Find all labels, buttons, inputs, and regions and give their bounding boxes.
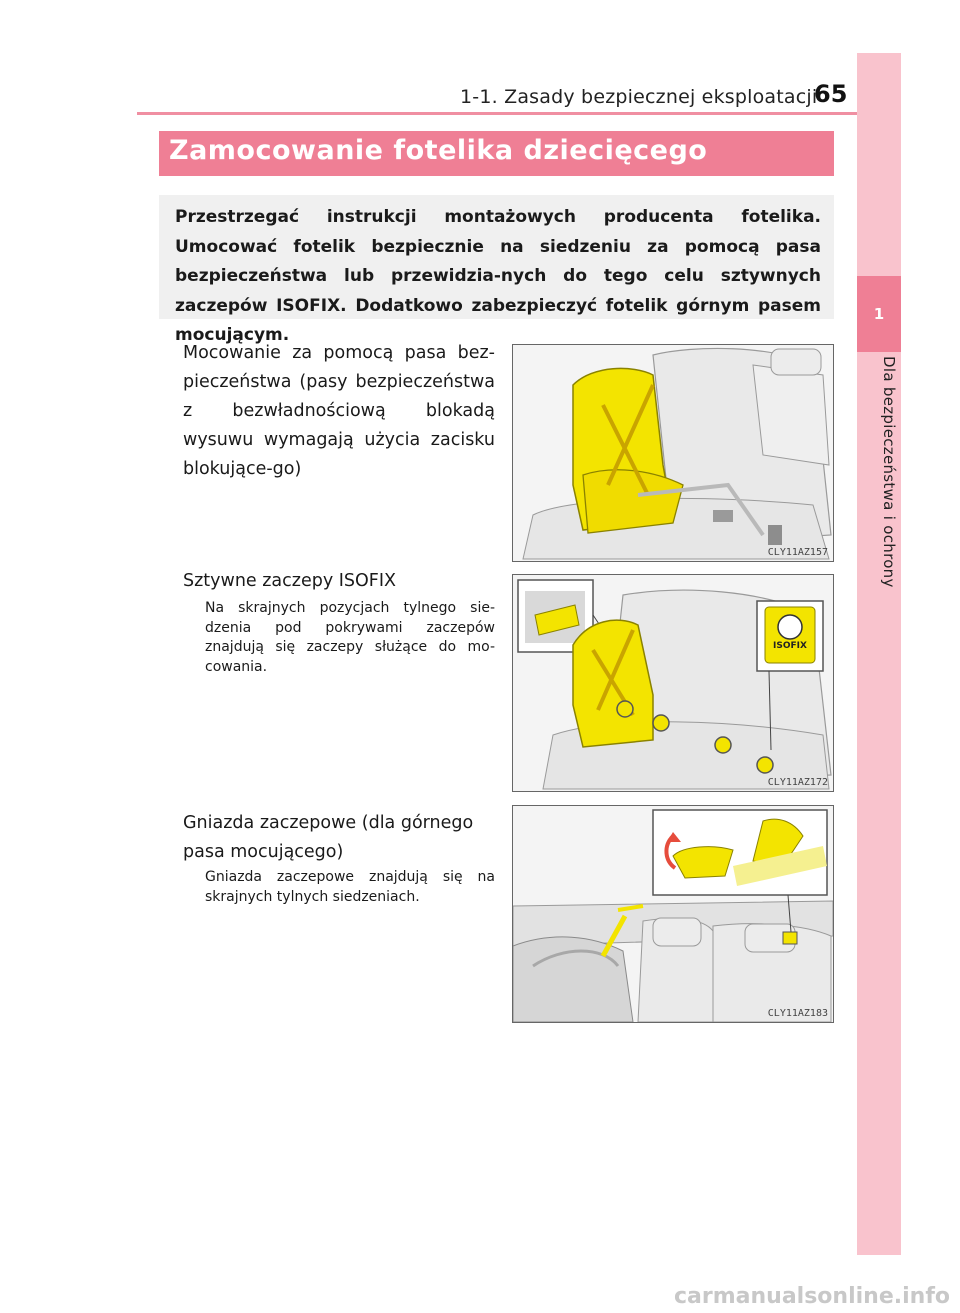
item-top-tether-title: Gniazda zaczepowe (dla górnego pasa mocującego) [183,813,474,862]
item-top-tether-description: Gniazda zaczepowe znajdują się na skrajnych tylnych siedzeniach. [205,869,495,905]
figure-code: CLY11AZ183 [767,1008,828,1019]
section-title: Zamocowanie fotelika dziecięcego [169,135,708,166]
figure-top-tether-anchors [512,805,834,1023]
page-number: 65 [814,80,848,108]
figure-seatbelt-mounting [512,344,834,562]
seatbelt-mounting-illustration [513,345,833,561]
item-seatbelt-title: Mocowanie za pomocą pasa bez-pieczeństwa (pasy bezpieczeństwa z bezwładnościową blokadą wysuwu wymagają użycia zacisku blokujące-go) [183,343,495,479]
chapter-title: Dla bezpieczeństwa i ochrony [880,356,898,588]
header-divider [137,112,857,115]
intro-text: Przestrzegać instrukcji montażowych producenta fotelika. Umocować fotelik bezpiecznie na siedzeniu za pomocą pasa bezpieczeństwa lub przewidzia-nych do tego celu sztywnych zaczepów ISOFIX. Dodatkowo zabezpieczyć fotelik górnym pasem mocującym. [175,207,821,345]
figure-isofix-anchors [512,574,834,792]
figure-code: CLY11AZ157 [767,547,828,558]
header-section-ref: 1-1. Zasady bezpiecznej eksploatacji [460,86,818,108]
chapter-side-tab [857,53,901,1255]
isofix-anchors-illustration [513,575,833,791]
item-isofix-title: Sztywne zaczepy ISOFIX [183,571,397,591]
chapter-number-tab: 1 [857,276,901,352]
item-isofix-description: Na skrajnych pozycjach tylnego sie-dzenia pod pokrywami zaczepów znajdują się zaczepy służące do mo-cowania. [205,600,495,675]
watermark: carmanualsonline.info [674,1284,950,1309]
isofix-badge-label: ISOFIX [773,641,807,651]
top-tether-illustration [513,806,833,1022]
figure-code: CLY11AZ172 [767,777,828,788]
